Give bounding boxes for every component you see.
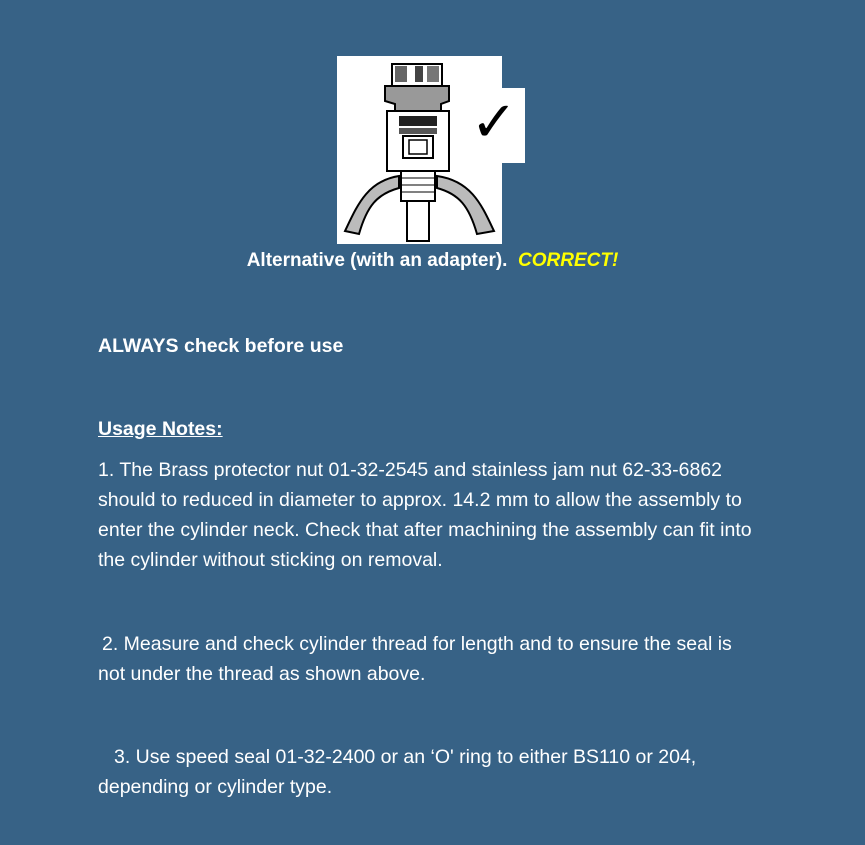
usage-notes-heading: Usage Notes: xyxy=(98,418,223,440)
caption-status: CORRECT! xyxy=(518,250,619,271)
warning-text: ALWAYS check before use xyxy=(98,335,344,357)
note-item-2: 2. Measure and check cylinder thread for length and to ensure the seal is not under the thread as shown above. xyxy=(98,633,732,685)
note-item-3: 3. Use speed seal 01-32-2400 or an ‘O' ring to either BS110 or 204, depending or cylinder type. xyxy=(98,746,697,798)
caption-main: Alternative (with an adapter). xyxy=(246,250,508,271)
checkmark-icon: ✓ xyxy=(470,90,518,155)
figure-caption xyxy=(0,248,865,274)
note-item-1: 1. The Brass protector nut 01-32-2545 and stainless jam nut 62-33-6862 should to reduced in diameter to approx. 14.2 mm to allow the assembly to enter the cylinder neck. Check that after machining the assembly can fit into the cylinder without sticking on removal. xyxy=(98,459,752,571)
